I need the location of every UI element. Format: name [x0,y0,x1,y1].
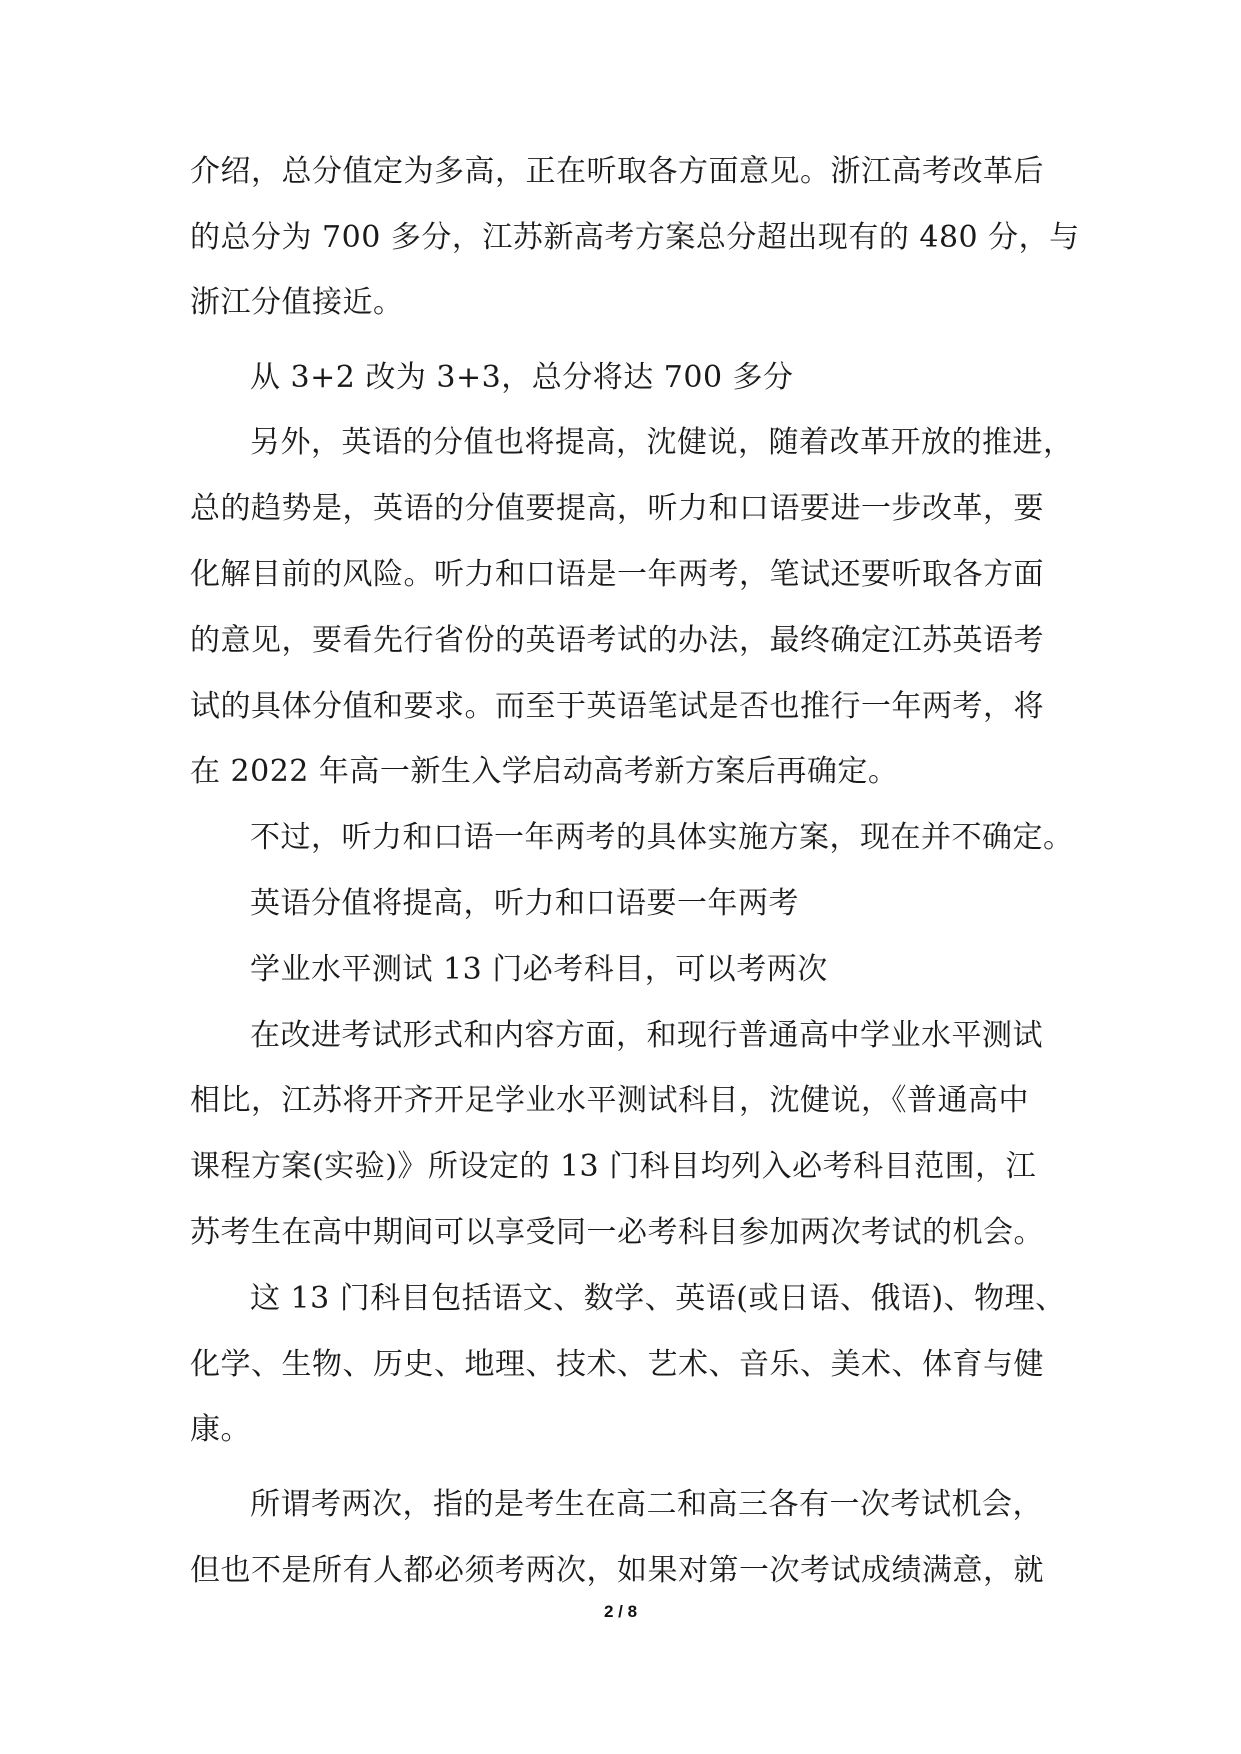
text-line: 课程方案(实验)》所设定的 13 门科目均列入必考科目范围，江 [190,1149,1037,1184]
text-line: 不过，听力和口语一年两考的具体实施方案，现在并不确定。 [250,820,1074,855]
text-line: 试的具体分值和要求。而至于英语笔试是否也推行一年两考，将 [190,689,1044,724]
text-line: 苏考生在高中期间可以享受同一必考科目参加两次考试的机会。 [190,1215,1044,1250]
text-line: 总的趋势是，英语的分值要提高，听力和口语要进一步改革，要 [190,491,1044,526]
text-line: 化解目前的风险。听力和口语是一年两考，笔试还要听取各方面 [190,557,1044,592]
text-line: 浙江分值接近。 [190,285,404,320]
text-line: 的意见，要看先行省份的英语考试的办法，最终确定江苏英语考 [190,623,1044,658]
text-line: 另外，英语的分值也将提高，沈健说，随着改革开放的推进， [250,425,1074,460]
text-line: 化学、生物、历史、地理、技术、艺术、音乐、美术、体育与健 [190,1347,1044,1382]
text-line: 这 13 门科目包括语文、数学、英语(或日语、俄语)、物理、 [250,1281,1066,1316]
subheading-line: 从 3+2 改为 3+3，总分将达 700 多分 [250,360,794,395]
text-line: 的总分为 700 多分，江苏新高考方案总分超出现有的 480 分，与 [190,220,1080,255]
text-line: 所谓考两次，指的是考生在高二和高三各有一次考试机会， [250,1487,1043,1522]
text-line: 在 2022 年高一新生入学启动高考新方案后再确定。 [190,754,899,789]
text-line: 但也不是所有人都必须考两次，如果对第一次考试成绩满意，就 [190,1553,1044,1588]
page-number: 2 / 8 [603,1602,638,1621]
text-line: 相比，江苏将开齐开足学业水平测试科目，沈健说，《普通高中 [190,1083,1029,1118]
text-line: 康。 [190,1412,251,1447]
subheading-line: 英语分值将提高，听力和口语要一年两考 [250,886,799,921]
text-line: 介绍，总分值定为多高，正在听取各方面意见。浙江高考改革后 [190,154,1044,189]
subheading-line: 学业水平测试 13 门必考科目，可以考两次 [250,952,828,987]
text-line: 在改进考试形式和内容方面，和现行普通高中学业水平测试 [250,1018,1043,1053]
